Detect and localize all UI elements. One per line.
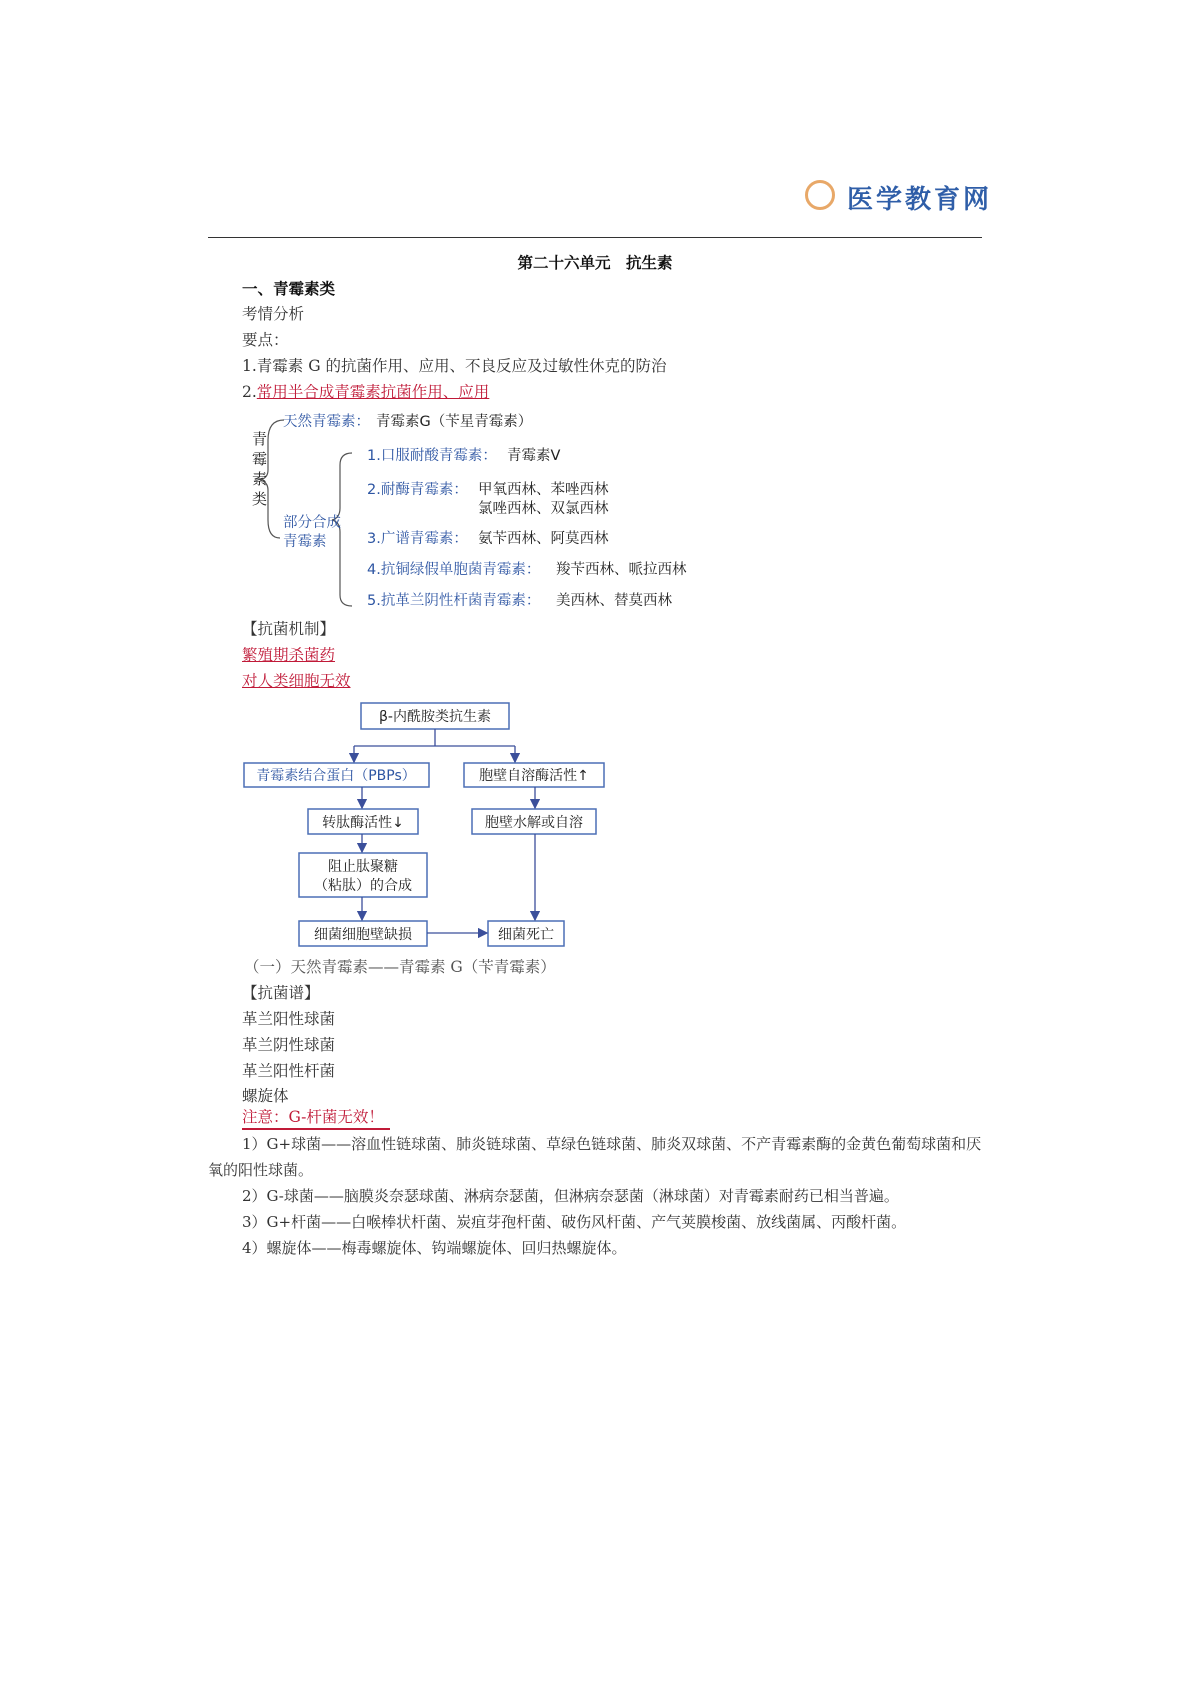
spectrum-item: 革兰阳性杆菌 bbox=[242, 1062, 336, 1080]
mechanism-line-1-text: 繁殖期杀菌药 bbox=[242, 646, 336, 664]
flow-left4-text: 细菌细胞壁缺损 bbox=[314, 927, 412, 943]
mechanism-heading: 【抗菌机制】 bbox=[242, 620, 336, 638]
root-char-3: 素 bbox=[252, 470, 268, 488]
detail-paragraph: 4）螺旋体——梅毒螺旋体、钩端螺旋体、回归热螺旋体。 bbox=[242, 1239, 627, 1257]
note-warning bbox=[242, 1105, 384, 1127]
class-item-4-label: 4.抗铜绿假单胞菌青霉素： bbox=[367, 562, 541, 578]
spectrum-heading: 【抗菌谱】 bbox=[242, 984, 320, 1002]
mechanism-line-2-text: 对人类细胞无效 bbox=[242, 672, 351, 690]
key-point-2-number: 2. bbox=[242, 383, 257, 401]
mechanism-line-1 bbox=[242, 644, 335, 666]
detail-paragraph: 2）G-球菌——脑膜炎奈瑟球菌、淋病奈瑟菌，但淋病奈瑟菌（淋球菌）对青霉素耐药已相当普遍。 bbox=[242, 1187, 899, 1205]
key-point-2-text: 常用半合成青霉素抗菌作用、应用 bbox=[256, 383, 490, 401]
classification-root bbox=[252, 430, 267, 508]
spectrum-item: 革兰阴性球菌 bbox=[242, 1036, 336, 1054]
note-underline bbox=[242, 1128, 390, 1130]
detail-paragraphs bbox=[208, 1131, 984, 1261]
flow-right1-text: 胞壁自溶酶活性↑ bbox=[479, 768, 589, 784]
class-item-2-value: 甲氧西林、苯唑西林 bbox=[478, 482, 609, 498]
root-char-2: 霉 bbox=[252, 450, 268, 468]
class-item-3-value: 氨苄西林、阿莫西林 bbox=[478, 531, 609, 547]
mechanism-line-2 bbox=[242, 670, 351, 692]
flow-right4-text: 细菌死亡 bbox=[498, 927, 554, 943]
class-item-3-label: 3.广谱青霉素： bbox=[367, 531, 468, 547]
note-text: 注意：G-杆菌无效！ bbox=[242, 1108, 384, 1126]
class-item-2-label: 2.耐酶青霉素： bbox=[367, 482, 468, 498]
flow-top-text: β-内酰胺类抗生素 bbox=[379, 709, 491, 725]
semi-label-line2: 青霉素 bbox=[283, 534, 327, 550]
kaoqing-label: 考情分析 bbox=[242, 305, 305, 323]
flow-left1-text: 青霉素结合蛋白（PBPs） bbox=[256, 768, 416, 784]
logo-text: 医学教育网 bbox=[847, 185, 993, 215]
classification-brackets bbox=[260, 420, 352, 606]
logo-icon bbox=[805, 180, 835, 210]
key-point-1: 1.青霉素 G 的抗菌作用、应用、不良反应及过敏性休克的防治 bbox=[242, 357, 667, 375]
key-point-2 bbox=[242, 381, 489, 403]
flow-left3-line1: 阻止肽聚糖 bbox=[328, 859, 398, 875]
flow-right2-text: 胞壁水解或自溶 bbox=[485, 815, 583, 831]
yaodian-label: 要点： bbox=[242, 331, 289, 349]
root-char-1: 青 bbox=[252, 430, 268, 448]
class-item-4-value: 羧苄西林、哌拉西林 bbox=[556, 562, 687, 578]
class-item-1-label: 1.口服耐酸青霉素： bbox=[367, 448, 497, 464]
class-item-5-label: 5.抗革兰阴性杆菌青霉素： bbox=[367, 593, 541, 609]
detail-paragraph: 3）G+杆菌——白喉棒状杆菌、炭疽芽孢杆菌、破伤风杆菌、产气荚膜梭菌、放线菌属、丙酸杆菌。 bbox=[242, 1213, 907, 1231]
class-item-1-value: 青霉素V bbox=[507, 448, 561, 464]
semi-label-line1: 部分合成 bbox=[283, 515, 341, 531]
spectrum-item: 革兰阳性球菌 bbox=[242, 1010, 336, 1028]
natural-label: 天然青霉素： bbox=[283, 414, 370, 430]
spectrum-item: 螺旋体 bbox=[242, 1087, 289, 1105]
header-rule bbox=[208, 237, 982, 238]
mechanism-flowchart bbox=[240, 700, 620, 950]
flow-left2-text: 转肽酶活性↓ bbox=[322, 815, 404, 831]
header-logo bbox=[805, 178, 993, 215]
detail-paragraph: 1）G+球菌——溶血性链球菌、肺炎链球菌、草绿色链球菌、肺炎双球菌、不产青霉素酶的金黄色葡萄球菌和厌氧的阳性球菌。 bbox=[208, 1135, 982, 1179]
subsection-natural-penicillin: （一）天然青霉素——青霉素 G（苄青霉素） bbox=[244, 958, 556, 976]
flow-left3-line2: （粘肽）的合成 bbox=[314, 878, 412, 894]
natural-value: 青霉素G（苄星青霉素） bbox=[376, 414, 533, 430]
classification-diagram bbox=[240, 410, 720, 620]
class-item-2-value2: 氯唑西林、双氯西林 bbox=[478, 501, 609, 517]
class-item-5-value: 美西林、替莫西林 bbox=[556, 593, 672, 609]
root-char-4: 类 bbox=[252, 490, 268, 508]
section-heading: 一、青霉素类 bbox=[242, 280, 336, 298]
page-title: 第二十六单元 抗生素 bbox=[517, 254, 673, 272]
